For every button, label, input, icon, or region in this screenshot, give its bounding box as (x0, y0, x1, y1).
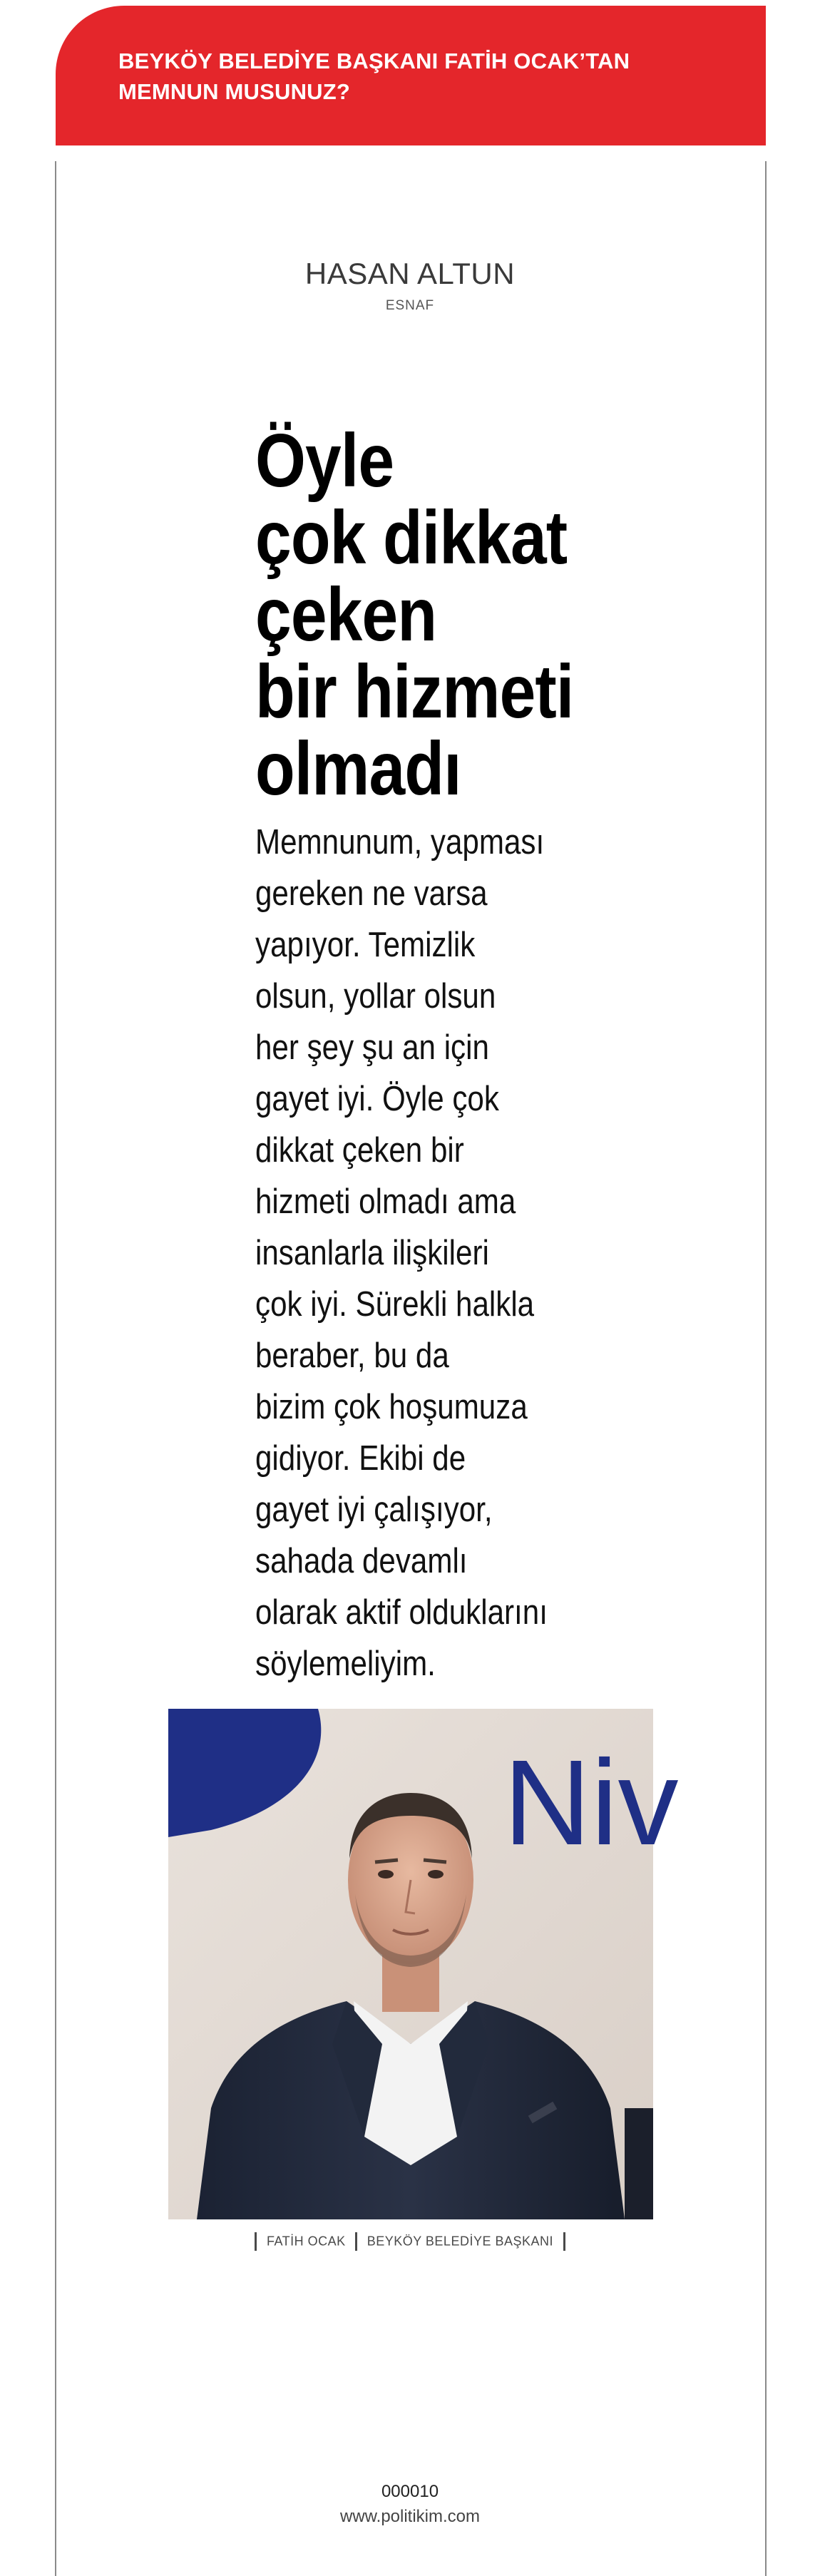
header-title (118, 46, 766, 107)
respondent-role: ESNAF (385, 298, 435, 313)
article-body: Memnunum, yapması gereken ne varsa yapıyor. Temizlik olsun, yollar olsun her şey şu an için gayet iyi. Öyle çok dikkat çeken bir hizmeti olmadı ama insanlarla ilişkileri çok iyi. Sürekli halkla beraber, bu da bizim çok hoşumuza gidiyor. Ekibi de gayet iyi çalışıyor, sahada devamlı olarak aktif olduklarını söylemeliyim. (255, 823, 548, 1683)
caption-name: FATİH OCAK (267, 2234, 346, 2249)
caption-divider (255, 2232, 257, 2251)
header-banner (56, 6, 766, 145)
caption-divider (563, 2232, 565, 2251)
caption-title: BEYKÖY BELEDİYE BAŞKANI (367, 2234, 553, 2249)
website-url: www.politikim.com (339, 2507, 481, 2526)
caption-divider (355, 2232, 357, 2251)
photo-caption (0, 2232, 820, 2251)
respondent-name: HASAN ALTUN (304, 257, 516, 290)
header-title-line-1: BEYKÖY BELEDİYE BAŞKANI FATİH OCAK’TAN (118, 48, 630, 73)
page-number: 000010 (381, 2482, 439, 2501)
header-title-line-2: MEMNUN MUSUNUZ? (118, 79, 351, 104)
portrait-photo (168, 1709, 679, 2219)
backdrop-lettering: Niv (503, 1735, 679, 1871)
frame-line-left (55, 161, 56, 2576)
frame-line-right (765, 161, 767, 2576)
article-headline: Öyle çok dikkat çeken bir hizmeti olmadı (255, 419, 574, 811)
